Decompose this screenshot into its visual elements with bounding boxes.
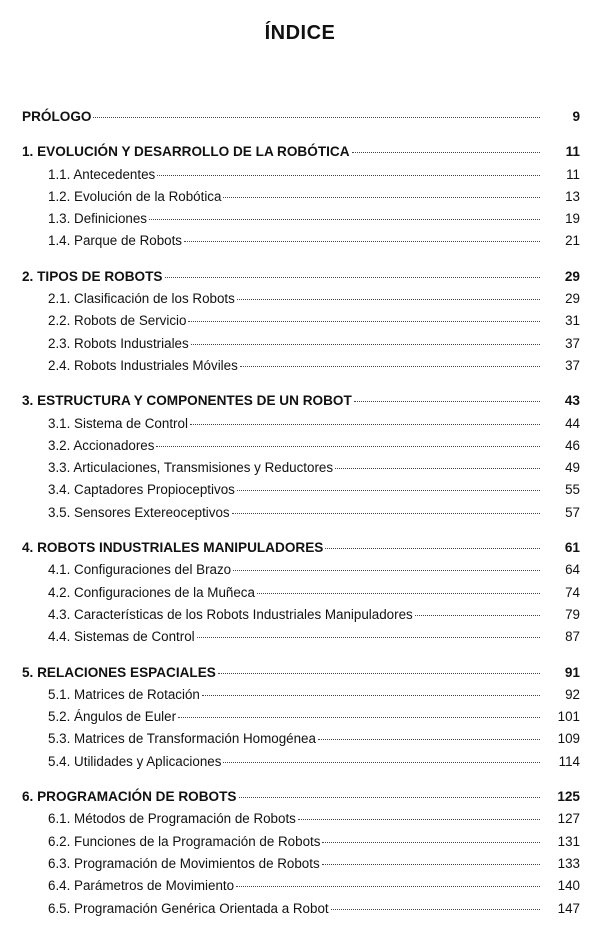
section-entry-label: 2.4. Robots Industriales Móviles xyxy=(48,357,238,373)
section-entry xyxy=(22,164,580,186)
dot-leader xyxy=(188,321,540,322)
chapter-entry-label: 1. EVOLUCIÓN Y DESARROLLO DE LA ROBÓTICA xyxy=(22,144,350,160)
section-entry-label: 5.4. Utilidades y Aplicaciones xyxy=(48,753,222,769)
section-entry-page-number: 133 xyxy=(557,855,580,871)
dot-leader xyxy=(178,717,540,718)
section-entry-page-number: 131 xyxy=(557,833,580,849)
section-entry-page-number: 74 xyxy=(565,584,580,600)
section-entry xyxy=(22,728,580,750)
section-entry-label: 2.2. Robots de Servicio xyxy=(48,313,187,329)
section-entry xyxy=(22,706,580,728)
section-entry-page-number: 37 xyxy=(565,335,580,351)
section-entry xyxy=(22,435,580,457)
chapter-entry-page-number: 125 xyxy=(557,789,580,805)
section-entry-page-number: 57 xyxy=(565,504,580,520)
section-entry-page-number: 29 xyxy=(565,291,580,307)
dot-leader xyxy=(239,797,541,798)
section-entry-page-number: 49 xyxy=(565,460,580,476)
dot-leader xyxy=(223,762,540,763)
dot-leader xyxy=(325,548,540,549)
chapter-entry-label: 5. RELACIONES ESPACIALES xyxy=(22,664,216,680)
toc-chapter xyxy=(22,390,580,524)
section-entry-page-number: 79 xyxy=(565,606,580,622)
section-entry xyxy=(22,230,580,252)
dot-leader xyxy=(157,175,540,176)
section-entry xyxy=(22,457,580,479)
dot-leader xyxy=(165,277,541,278)
dot-leader xyxy=(237,299,540,300)
section-entry-page-number: 46 xyxy=(565,437,580,453)
dot-leader xyxy=(236,886,540,887)
chapter-entry xyxy=(22,662,580,684)
dot-leader xyxy=(218,673,540,674)
section-entry-label: 6.2. Funciones de la Programación de Robots xyxy=(48,833,321,849)
section-entry-page-number: 13 xyxy=(565,188,580,204)
dot-leader xyxy=(240,366,540,367)
section-entry xyxy=(22,208,580,230)
section-entry-label: 5.2. Ángulos de Euler xyxy=(48,709,177,725)
dot-leader xyxy=(331,909,540,910)
section-entry-label: 5.3. Matrices de Transformación Homogénea xyxy=(48,731,316,747)
chapter-entry-page-number: 61 xyxy=(564,540,580,556)
section-entry xyxy=(22,751,580,773)
chapter-entry xyxy=(22,786,580,808)
section-entry xyxy=(22,582,580,604)
section-entry xyxy=(22,310,580,332)
dot-leader xyxy=(232,513,540,514)
section-entry-label: 6.1. Métodos de Programación de Robots xyxy=(48,811,296,827)
section-entry xyxy=(22,898,580,920)
section-entry-label: 1.3. Definiciones xyxy=(48,211,147,227)
section-entry-label: 4.1. Configuraciones del Brazo xyxy=(48,562,232,578)
table-of-contents xyxy=(22,106,580,933)
section-entry-label: 1.2. Evolución de la Robótica xyxy=(48,188,222,204)
dot-leader xyxy=(149,219,540,220)
section-entry-page-number: 101 xyxy=(557,709,580,725)
dot-leader xyxy=(202,695,540,696)
chapter-entry-label: 2. TIPOS DE ROBOTS xyxy=(22,268,163,284)
section-entry-label: 3.1. Sistema de Control xyxy=(48,415,188,431)
toc-chapter xyxy=(22,266,580,377)
section-entry-label: 1.4. Parque de Robots xyxy=(48,233,182,249)
section-entry xyxy=(22,808,580,830)
section-entry-label: 5.1. Matrices de Rotación xyxy=(48,686,200,702)
section-entry xyxy=(22,626,580,648)
dot-leader xyxy=(233,570,540,571)
toc-chapter xyxy=(22,106,580,128)
section-entry-label: 4.3. Características de los Robots Industriales Manipuladores xyxy=(48,606,413,622)
page-title: ÍNDICE xyxy=(264,22,336,44)
section-entry-label: 2.1. Clasificación de los Robots xyxy=(48,291,235,307)
section-entry xyxy=(22,288,580,310)
dot-leader xyxy=(184,241,540,242)
dot-leader xyxy=(322,864,540,865)
section-entry-label: 3.2. Accionadores xyxy=(48,437,155,453)
section-entry xyxy=(22,355,580,377)
chapter-entry xyxy=(22,390,580,412)
chapter-entry-label: 6. PROGRAMACIÓN DE ROBOTS xyxy=(22,789,237,805)
dot-leader xyxy=(257,593,540,594)
section-entry xyxy=(22,853,580,875)
section-entry-page-number: 55 xyxy=(565,482,580,498)
section-entry xyxy=(22,684,580,706)
section-entry-label: 4.2. Configuraciones de la Muñeca xyxy=(48,584,255,600)
toc-chapter xyxy=(22,786,580,920)
section-entry xyxy=(22,502,580,524)
section-entry-page-number: 21 xyxy=(565,233,580,249)
section-entry-page-number: 87 xyxy=(565,629,580,645)
section-entry-page-number: 140 xyxy=(557,878,580,894)
chapter-entry xyxy=(22,106,580,128)
chapter-entry-page-number: 9 xyxy=(572,109,580,124)
dot-leader xyxy=(354,401,540,402)
section-entry-page-number: 109 xyxy=(557,731,580,747)
section-entry xyxy=(22,831,580,853)
section-entry-page-number: 92 xyxy=(565,686,580,702)
section-entry-page-number: 64 xyxy=(565,562,580,578)
chapter-entry-label: 4. ROBOTS INDUSTRIALES MANIPULADORES xyxy=(22,540,324,556)
toc-chapter xyxy=(22,662,580,773)
section-entry-page-number: 19 xyxy=(565,211,580,227)
dot-leader xyxy=(191,344,540,345)
chapter-entry-page-number: 29 xyxy=(564,268,580,284)
chapter-entry-page-number: 91 xyxy=(564,664,580,680)
chapter-entry-page-number: 11 xyxy=(565,144,580,160)
section-entry-label: 3.3. Articulaciones, Transmisiones y Reductores xyxy=(48,460,334,476)
dot-leader xyxy=(415,615,540,616)
section-entry-page-number: 37 xyxy=(565,357,580,373)
section-entry-label: 3.4. Captadores Propioceptivos xyxy=(48,482,235,498)
section-entry xyxy=(22,413,580,435)
section-entry-page-number: 114 xyxy=(558,753,580,769)
dot-leader xyxy=(335,468,540,469)
section-entry-label: 4.4. Sistemas de Control xyxy=(48,629,195,645)
dot-leader xyxy=(156,446,540,447)
section-entry-label: 2.3. Robots Industriales xyxy=(48,335,189,351)
dot-leader xyxy=(197,637,540,638)
toc-chapter xyxy=(22,537,580,648)
section-entry-label: 6.5. Programación Genérica Orientada a Robot xyxy=(48,900,329,916)
chapter-entry xyxy=(22,141,580,163)
dot-leader xyxy=(190,424,540,425)
section-entry-page-number: 11 xyxy=(566,166,580,182)
chapter-entry xyxy=(22,537,580,559)
chapter-entry-page-number: 43 xyxy=(564,393,580,409)
dot-leader xyxy=(237,490,540,491)
section-entry xyxy=(22,333,580,355)
section-entry-page-number: 147 xyxy=(557,900,580,916)
chapter-entry-label: 3. ESTRUCTURA Y COMPONENTES DE UN ROBOT xyxy=(22,393,352,409)
dot-leader xyxy=(322,842,540,843)
section-entry-label: 1.1. Antecedentes xyxy=(48,166,156,182)
section-entry-label: 6.4. Parámetros de Movimiento xyxy=(48,878,235,894)
section-entry-page-number: 31 xyxy=(565,313,580,329)
dot-leader xyxy=(352,152,540,153)
section-entry xyxy=(22,479,580,501)
dot-leader xyxy=(298,819,540,820)
section-entry-page-number: 44 xyxy=(565,415,580,431)
section-entry xyxy=(22,604,580,626)
chapter-entry xyxy=(22,266,580,288)
section-entry-label: 3.5. Sensores Extereoceptivos xyxy=(48,504,230,520)
section-entry-label: 6.3. Programación de Movimientos de Robots xyxy=(48,855,320,871)
dot-leader xyxy=(93,117,540,118)
section-entry xyxy=(22,186,580,208)
section-entry xyxy=(22,559,580,581)
section-entry xyxy=(22,875,580,897)
toc-chapter xyxy=(22,141,580,252)
section-entry-page-number: 127 xyxy=(557,811,580,827)
dot-leader xyxy=(318,739,540,740)
dot-leader xyxy=(223,197,540,198)
chapter-entry-label: PRÓLOGO xyxy=(22,109,92,124)
